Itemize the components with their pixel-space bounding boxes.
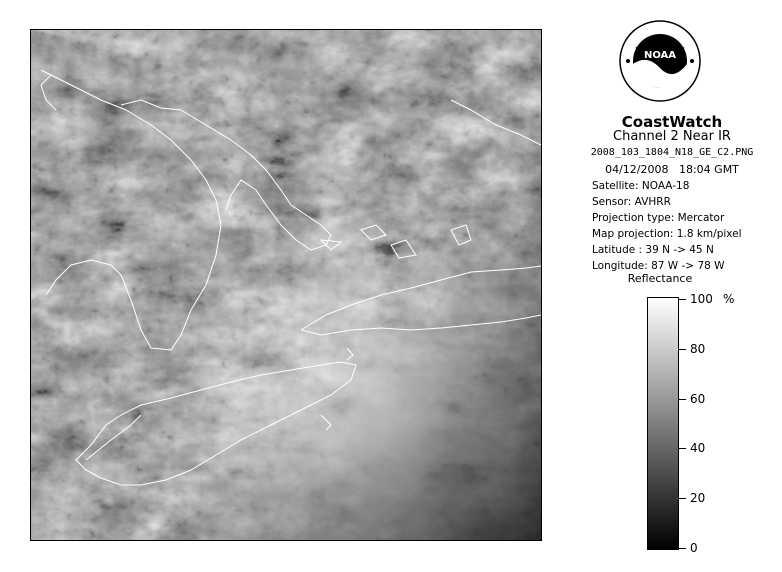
date-time-label: 04/12/2008 18:04 GMT	[605, 163, 739, 176]
satellite-label: Satellite: NOAA-18	[592, 180, 690, 192]
colorbar-tick-mark	[679, 548, 686, 549]
colorbar-tick-mark	[679, 448, 686, 449]
colorbar-tick-label: 80	[690, 341, 706, 356]
colorbar	[647, 297, 679, 550]
colorbar-title: Reflectance	[627, 272, 693, 285]
colorbar-tick-mark	[679, 399, 686, 400]
projection-type-label: Projection type: Mercator	[592, 212, 725, 224]
longitude-label: Longitude: 87 W -> 78 W	[592, 260, 725, 272]
latitude-label: Latitude : 39 N -> 45 N	[592, 244, 714, 256]
filename-label: 2008_103_1804_N18_GE_C2.PNG	[590, 147, 754, 158]
noaa-logo	[619, 20, 701, 102]
colorbar-tick-label: 60	[690, 391, 706, 406]
product-title: CoastWatch	[621, 113, 723, 131]
channel-label: Channel 2 Near IR	[613, 129, 731, 144]
sensor-label: Sensor: AVHRR	[592, 196, 671, 208]
map-projection-label: Map projection: 1.8 km/pixel	[592, 228, 742, 240]
colorbar-unit: %	[723, 292, 735, 306]
colorbar-tick-mark	[679, 299, 686, 300]
colorbar-tick-label: 40	[690, 441, 706, 456]
colorbar-tick-label: 0	[690, 541, 698, 555]
colorbar-tick-label: 20	[690, 491, 706, 506]
svg-text:NOAA: NOAA	[643, 50, 677, 61]
colorbar-tick-label: 100	[690, 292, 713, 306]
satellite-image-canvas	[31, 30, 541, 540]
colorbar-tick-mark	[679, 349, 686, 350]
satellite-image[interactable]	[30, 29, 542, 541]
colorbar-tick-mark	[679, 498, 686, 499]
